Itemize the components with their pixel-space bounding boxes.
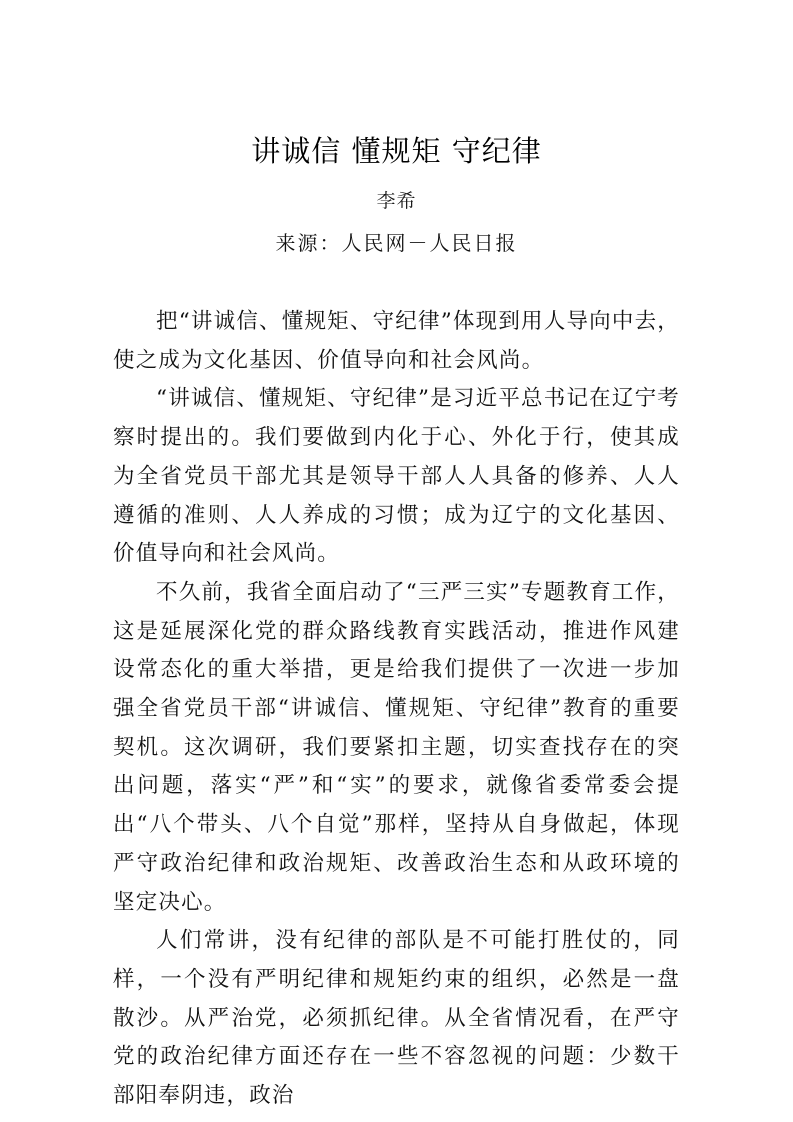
document-source: 来源：人民网－人民日报 [275,231,518,255]
paragraph-3: 不久前，我省全面启动了“三严三实”专题教育工作，这是延展深化党的群众路线教育实践活动，推进作风建设常态化的重大举措，更是给我们提供了一次进一步加强全省党员干部“讲诚信、懂规矩、守纪律”教育的重要契机。这次调研，我们要紧扣主题，切实查找存在的突出问题，落实“严”和“实”的要求，就像省委常委会提出“八个带头、八个自觉”那样，坚持从自身做起，体现严守政治纪律和政治规矩、改善政治生态和从政环境的坚定决心。 [113,579,680,915]
document-content [113,303,680,1116]
paragraph-1: 把“讲诚信、懂规矩、守纪律”体现到用人导向中去，使之成为文化基因、价值导向和社会风尚。 [113,309,680,373]
document-author: 李希 [376,190,417,212]
page-title: 讲诚信 懂规矩 守纪律 [251,134,542,168]
paragraph-4: 人们常讲，没有纪律的部队是不可能打胜仗的，同样，一个没有严明纪律和规矩约束的组织，必然是一盘散沙。从严治党，必须抓纪律。从全省情况看，在严守党的政治纪律方面还存在一些不容忽视的问题：少数干部阳奉阴违，政治 [113,928,680,1109]
paragraph-2: “讲诚信、懂规矩、守纪律”是习近平总书记在辽宁考察时提出的。我们要做到内化于心、外化于行，使其成为全省党员干部尤其是领导干部人人具备的修养、人人遵循的准则、人人养成的习惯；成为辽宁的文化基因、价值导向和社会风尚。 [113,386,680,567]
